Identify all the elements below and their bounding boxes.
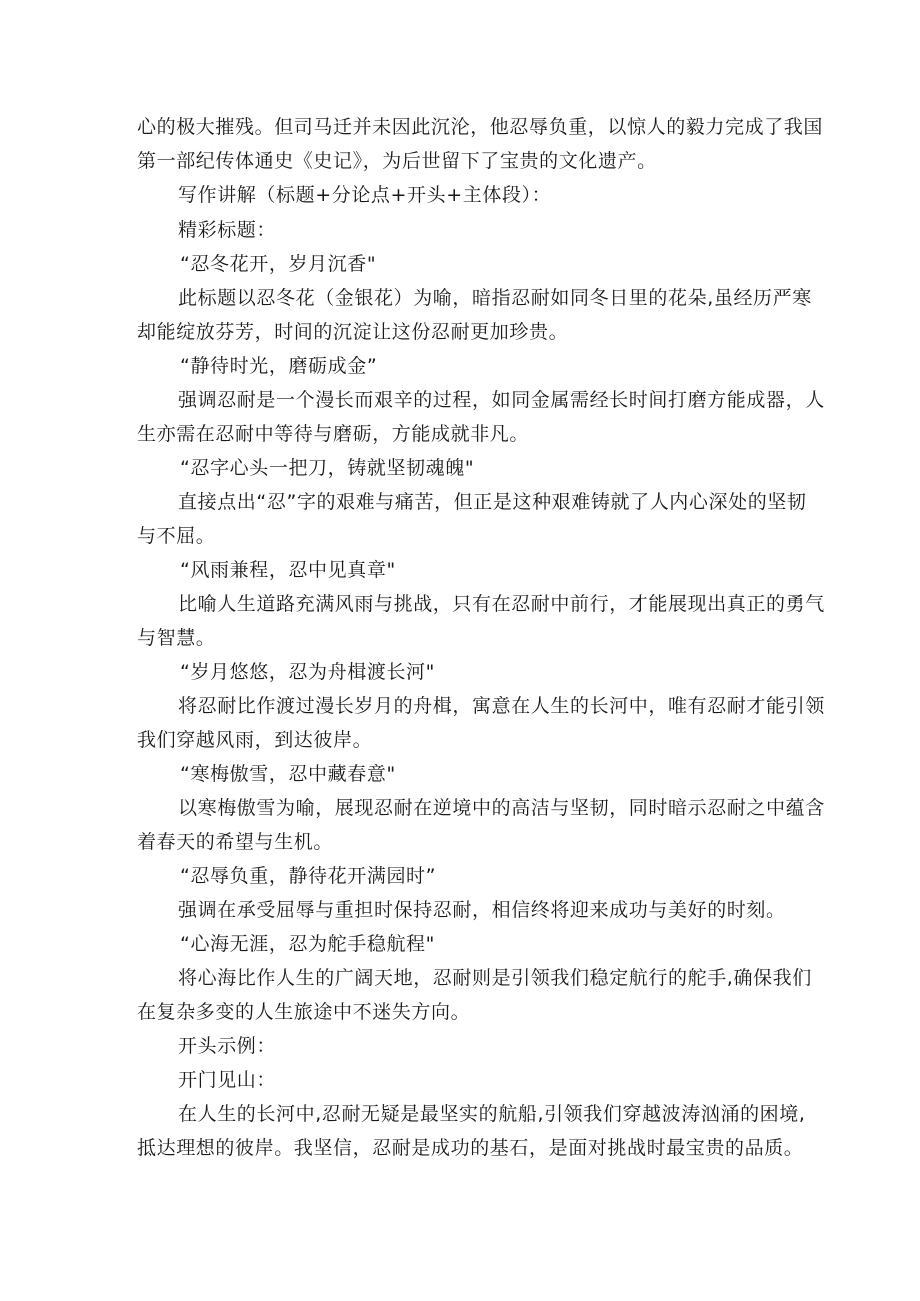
subsection-heading: 开头示例： (178, 1035, 277, 1057)
paragraph-line: 我们穿越风雨，到达彼岸。 (137, 729, 373, 751)
paragraph-line: 以寒梅傲雪为喻，展现忍耐在逆境中的高洁与坚韧，同时暗示忍耐之中蕴含 (178, 797, 825, 819)
example-title: “忍字心头一把刀，铸就坚韧魂魄" (180, 457, 475, 479)
paragraph-line: 第一部纪传体通史《史记》，为后世留下了宝贵的文化遗产。 (137, 150, 657, 172)
paragraph-line: 将心海比作人生的广阔天地，忍耐则是引领我们稳定航行的舵手,确保我们 (178, 967, 812, 989)
example-title: “岁月悠悠，忍为舟楫渡长河" (180, 661, 435, 683)
paragraph-line: 强调在承受屈辱与重担时保持忍耐，相信终将迎来成功与美好的时刻。 (178, 899, 786, 921)
paragraph-line: 将忍耐比作渡过漫长岁月的舟楫，寓意在人生的长河中，唯有忍耐才能引领 (178, 695, 825, 717)
example-title: “忍冬花开，岁月沉香" (180, 253, 377, 275)
example-title: “忍辱负重，静待花开满园时” (180, 865, 437, 887)
subsection-heading: 开门见山： (178, 1069, 277, 1091)
example-title: “寒梅傲雪，忍中藏春意" (180, 763, 396, 785)
paragraph-line: 在人生的长河中,忍耐无疑是最坚实的航船,引领我们穿越波涛汹涌的困境, (178, 1103, 806, 1125)
paragraph-line: 心的极大摧残。但司马迁并未因此沉沦，他忍辱负重，以惊人的毅力完成了我国 (137, 116, 824, 138)
example-title: “心海无涯，忍为舵手稳航程" (180, 933, 435, 955)
paragraph-line: 抵达理想的彼岸。我坚信，忍耐是成功的基石，是面对挑战时最宝贵的品质。 (137, 1137, 804, 1159)
example-title: “风雨兼程，忍中见真章" (180, 559, 396, 581)
paragraph-line: 生亦需在忍耐中等待与磨砺，方能成就非凡。 (137, 423, 530, 445)
paragraph-line: 此标题以忍冬花（金银花）为喻，暗指忍耐如同冬日里的花朵,虽经历严寒 (178, 287, 812, 309)
paragraph-line: 比喻人生道路充满风雨与挑战，只有在忍耐中前行，才能展现出真正的勇气 (178, 593, 825, 615)
section-heading: 写作讲解（标题+分论点+开头+主体段）： (178, 184, 552, 206)
paragraph-line: 强调忍耐是一个漫长而艰辛的过程，如同金属需经长时间打磨方能成器，人 (178, 389, 825, 411)
subsection-heading: 精彩标题： (178, 219, 277, 241)
paragraph-line: 与不屈。 (137, 525, 216, 547)
paragraph-line: 在复杂多变的人生旅途中不迷失方向。 (137, 1001, 471, 1023)
paragraph-line: 与智慧。 (137, 627, 216, 649)
paragraph-line: 却能绽放芬芳，时间的沉淀让这份忍耐更加珍贵。 (137, 321, 569, 343)
paragraph-line: 直接点出“忍”字的艰难与痛苦，但正是这种艰难铸就了人内心深处的坚韧 (178, 491, 807, 513)
paragraph-line: 着春天的希望与生机。 (137, 831, 334, 853)
example-title: “静待时光，磨砺成金” (180, 355, 378, 377)
